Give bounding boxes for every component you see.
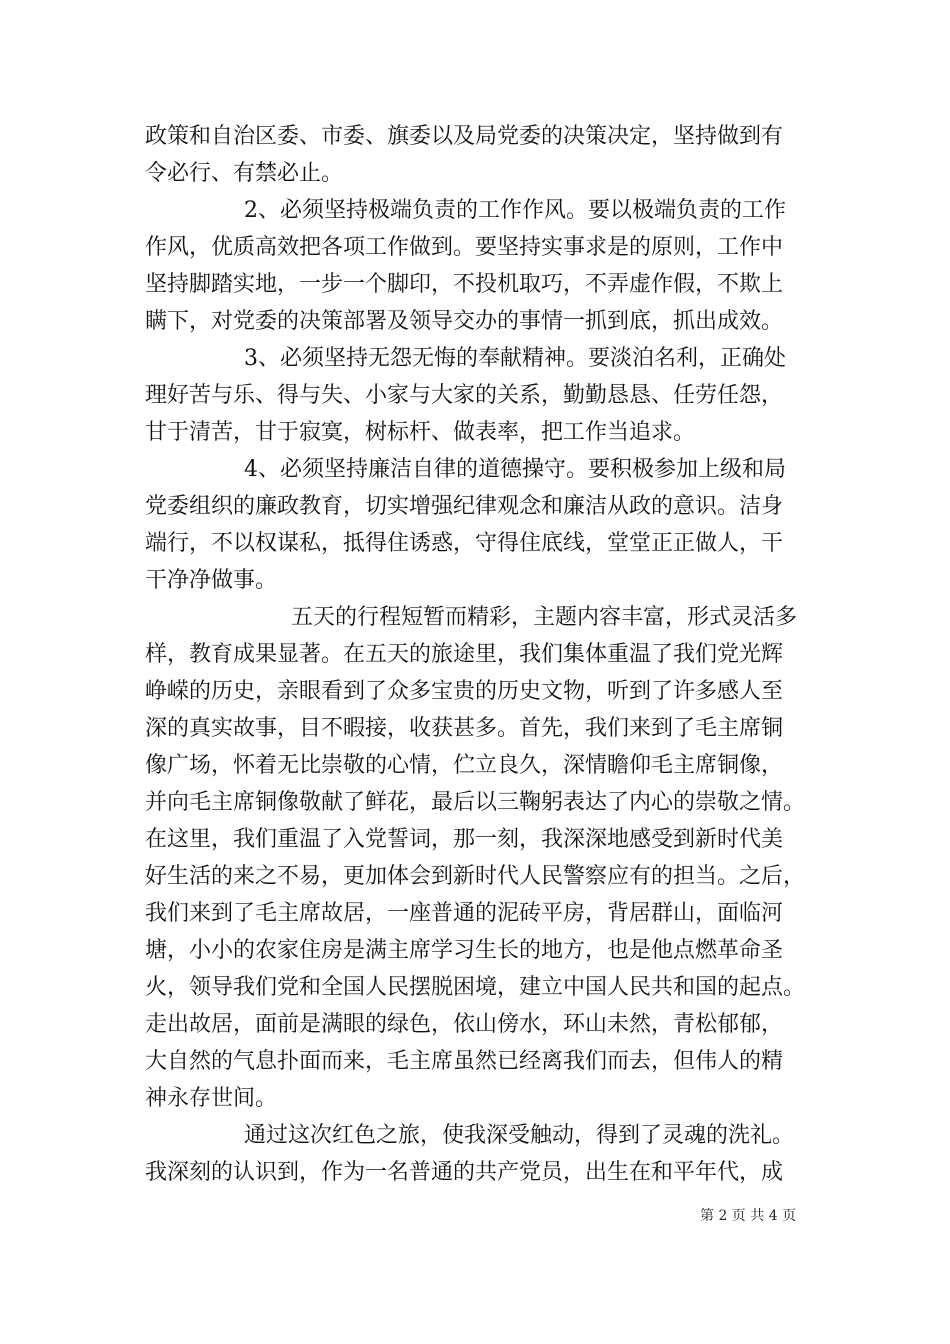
text-line: 瞒下，对党委的决策部署及领导交办的事情一抓到底，抓出成效。 <box>145 309 784 334</box>
text-line: 峥嵘的历史，亲眼看到了众多宝贵的历史文物，听到了许多感人至 <box>145 679 784 704</box>
paragraph-point-2 <box>145 192 810 340</box>
text-line: 深的真实故事，目不暇接，收获甚多。首先，我们来到了毛主席铜 <box>145 716 784 741</box>
text-line: 神永存世间。 <box>145 1086 278 1111</box>
text-line: 2、必须坚持极端负责的工作作风。要以极端负责的工作 <box>244 198 786 223</box>
text-line: 五天的行程短暂而精彩，主题内容丰富，形式灵活多 <box>291 605 798 630</box>
text-line: 令必行、有禁必止。 <box>145 161 344 186</box>
text-line: 3、必须坚持无怨无悔的奉献精神。要淡泊名利，正确处 <box>244 346 786 371</box>
paragraph-point-4 <box>145 451 810 599</box>
text-line: 样，教育成果显著。在五天的旅途里，我们集体重温了我们党光辉 <box>145 642 784 667</box>
text-line: 干净净做事。 <box>145 568 278 593</box>
text-line: 端行，不以权谋私，抵得住诱惑，守得住底线，堂堂正正做人，干 <box>145 531 784 556</box>
text-line: 大自然的气息扑面而来，毛主席虽然已经离我们而去，但伟人的精 <box>145 1049 784 1074</box>
text-line: 理好苦与乐、得与失、小家与大家的关系，勤勤恳恳、任劳任怨， <box>145 383 784 408</box>
paragraph-five-day-trip <box>145 599 810 1117</box>
text-line: 走出故居，面前是满眼的绿色，依山傍水，环山未然，青松郁郁， <box>145 1012 784 1037</box>
text-line: 4、必须坚持廉洁自律的道德操守。要积极参加上级和局 <box>244 457 786 482</box>
text-line: 甘于清苦，甘于寂寞，树标杆、做表率，把工作当追求。 <box>145 420 696 445</box>
text-line: 塘，小小的农家住房是满主席学习生长的地方，也是他点燃革命圣 <box>145 938 784 963</box>
text-line: 通过这次红色之旅，使我深受触动，得到了灵魂的洗礼。 <box>244 1123 795 1148</box>
text-line: 我深刻的认识到，作为一名普通的共产党员，出生在和平年代，成 <box>145 1160 784 1185</box>
text-line: 党委组织的廉政教育，切实增强纪律观念和廉洁从政的意识。洁身 <box>145 494 784 519</box>
text-line: 在这里，我们重温了入党誓词，那一刻，我深深地感受到新时代美 <box>145 827 784 852</box>
text-line: 像广场，怀着无比崇敬的心情，伫立良久，深情瞻仰毛主席铜像， <box>145 753 784 778</box>
text-line: 作风，优质高效把各项工作做到。要坚持实事求是的原则，工作中 <box>145 235 784 260</box>
text-line: 好生活的来之不易，更加体会到新时代人民警察应有的担当。之后， <box>145 864 806 889</box>
paragraph-red-tour-reflection <box>145 1117 810 1191</box>
document-body <box>145 118 810 1191</box>
text-line: 并向毛主席铜像敬献了鲜花，最后以三鞠躬表达了内心的崇敬之情。 <box>145 790 806 815</box>
paragraph-point-3 <box>145 340 810 451</box>
page-footer: 第 2 页 共 4 页 <box>700 1208 797 1224</box>
text-line: 我们来到了毛主席故居，一座普通的泥砖平房，背居群山，面临河 <box>145 901 784 926</box>
paragraph-policy-tail <box>145 118 810 192</box>
text-line: 政策和自治区委、市委、旗委以及局党委的决策决定，坚持做到有 <box>145 124 784 149</box>
text-line: 火，领导我们党和全国人民摆脱困境，建立中国人民共和国的起点。 <box>145 975 806 1000</box>
text-line: 坚持脚踏实地，一步一个脚印，不投机取巧，不弄虚作假，不欺上 <box>145 272 784 297</box>
